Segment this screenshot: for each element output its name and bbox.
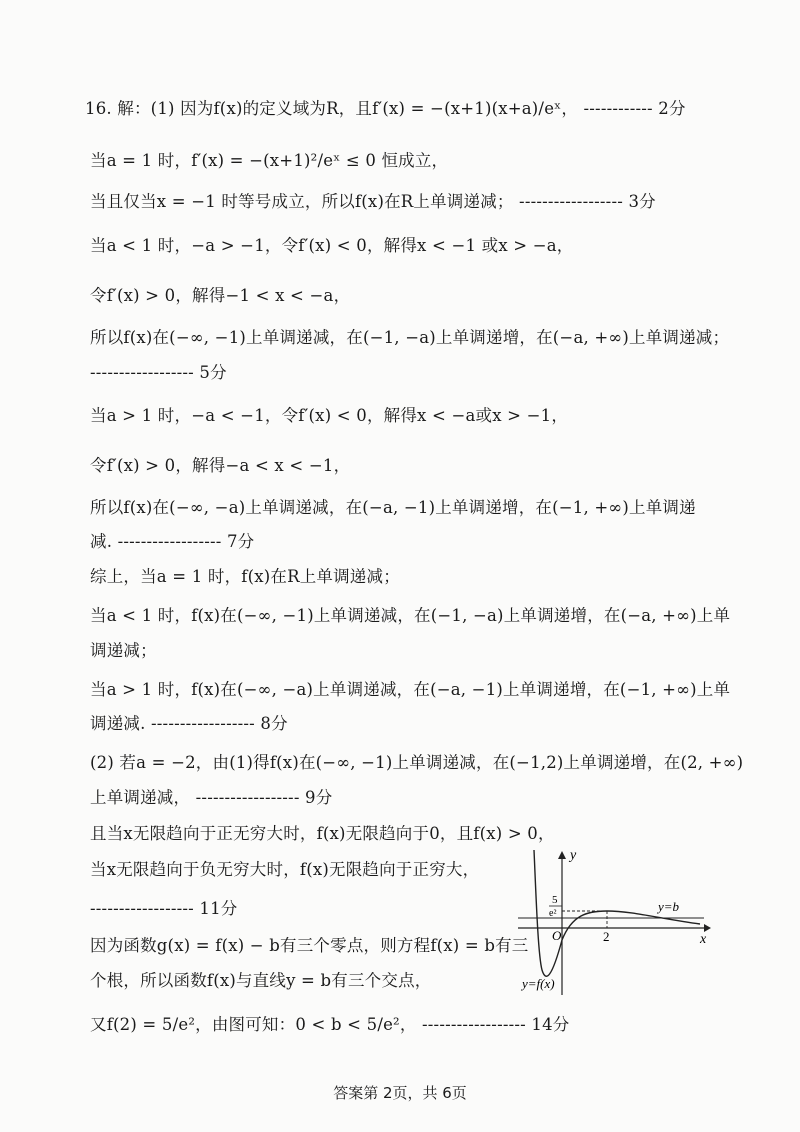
y-axis-arrow (558, 851, 566, 859)
text-line-14: 调递减； (90, 641, 157, 660)
x-axis-label: x (700, 932, 707, 947)
text-line-9: 令f′(x) > 0，解得−a < x < −1， (90, 456, 351, 475)
text-line-19: 且当x无限趋向于正无穷大时，f(x)无限趋向于0，且f(x) > 0， (90, 824, 555, 843)
text-line-4: 当a < 1 时，−a > −1，令f′(x) < 0，解得x < −1 或x > −a， (90, 236, 574, 255)
text-line-12: 综上，当a = 1 时，f(x)在R上单调递减； (90, 567, 400, 586)
y-tick-denominator: e² (549, 908, 557, 919)
text-line-17: (2) 若a = −2，由(1)得f(x)在(−∞, −1)上单调递减，在(−1,2)上单调递增，在(2, +∞) (90, 753, 744, 772)
y-tick-numerator: 5 (552, 894, 558, 906)
text-line-20: 当x无限趋向于负无穷大时，f(x)无限趋向于正穷大， (90, 860, 480, 879)
page-footer: 答案第 2页，共 6页 (333, 1084, 467, 1102)
text-line-10: 所以f(x)在(−∞, −a)上单调递减，在(−a, −1)上单调递增，在(−1, +∞)上单调递 (90, 498, 696, 517)
text-line-21: ------------------ 11分 (90, 899, 238, 918)
text-line-15: 当a > 1 时，f(x)在(−∞, −a)上单调递减，在(−a, −1)上单调递增，在(−1, +∞)上单 (90, 680, 731, 699)
text-line-8: 当a > 1 时，−a < −1，令f′(x) < 0，解得x < −a或x > −1， (90, 406, 569, 425)
origin-label: O (552, 928, 562, 943)
text-line-1: 16. 解：(1) 因为f(x)的定义域为R，且f′(x) = −(x+1)(x+a)/eˣ， ------------ 2分 (85, 99, 686, 118)
text-line-7: ------------------ 5分 (90, 363, 227, 382)
y-axis-label: y (570, 848, 577, 863)
curve-label: y=f(x) (522, 976, 555, 991)
text-line-13: 当a < 1 时，f(x)在(−∞, −1)上单调递减，在(−1, −a)上单调递增，在(−a, +∞)上单 (90, 606, 731, 625)
text-line-22: 因为函数g(x) = f(x) − b有三个零点，则方程f(x) = b有三 (90, 936, 529, 955)
text-line-3: 当且仅当x = −1 时等号成立，所以f(x)在R上单调递减； ------------------ 3分 (90, 192, 656, 211)
x-axis-arrow (704, 924, 711, 932)
text-line-11: 减. ------------------ 7分 (90, 532, 255, 551)
text-line-5: 令f′(x) > 0，解得−1 < x < −a， (90, 286, 351, 305)
text-line-24: 又f(2) = 5/e²，由图可知：0 < b < 5/e²， ------------------ 14分 (90, 1015, 570, 1034)
function-graph (512, 845, 712, 995)
text-line-6: 所以f(x)在(−∞, −1)上单调递减，在(−1, −a)上单调递增，在(−a, +∞)上单调递减； (90, 328, 730, 347)
text-line-23: 个根，所以函数f(x)与直线y = b有三个交点， (90, 971, 432, 990)
x-tick-2: 2 (603, 929, 610, 944)
text-line-16: 调递减. ------------------ 8分 (90, 714, 288, 733)
text-line-18: 上单调递减， ------------------ 9分 (90, 788, 333, 807)
text-line-2: 当a = 1 时，f′(x) = −(x+1)²/eˣ ≤ 0 恒成立， (90, 151, 449, 170)
line-label: y=b (658, 899, 680, 914)
